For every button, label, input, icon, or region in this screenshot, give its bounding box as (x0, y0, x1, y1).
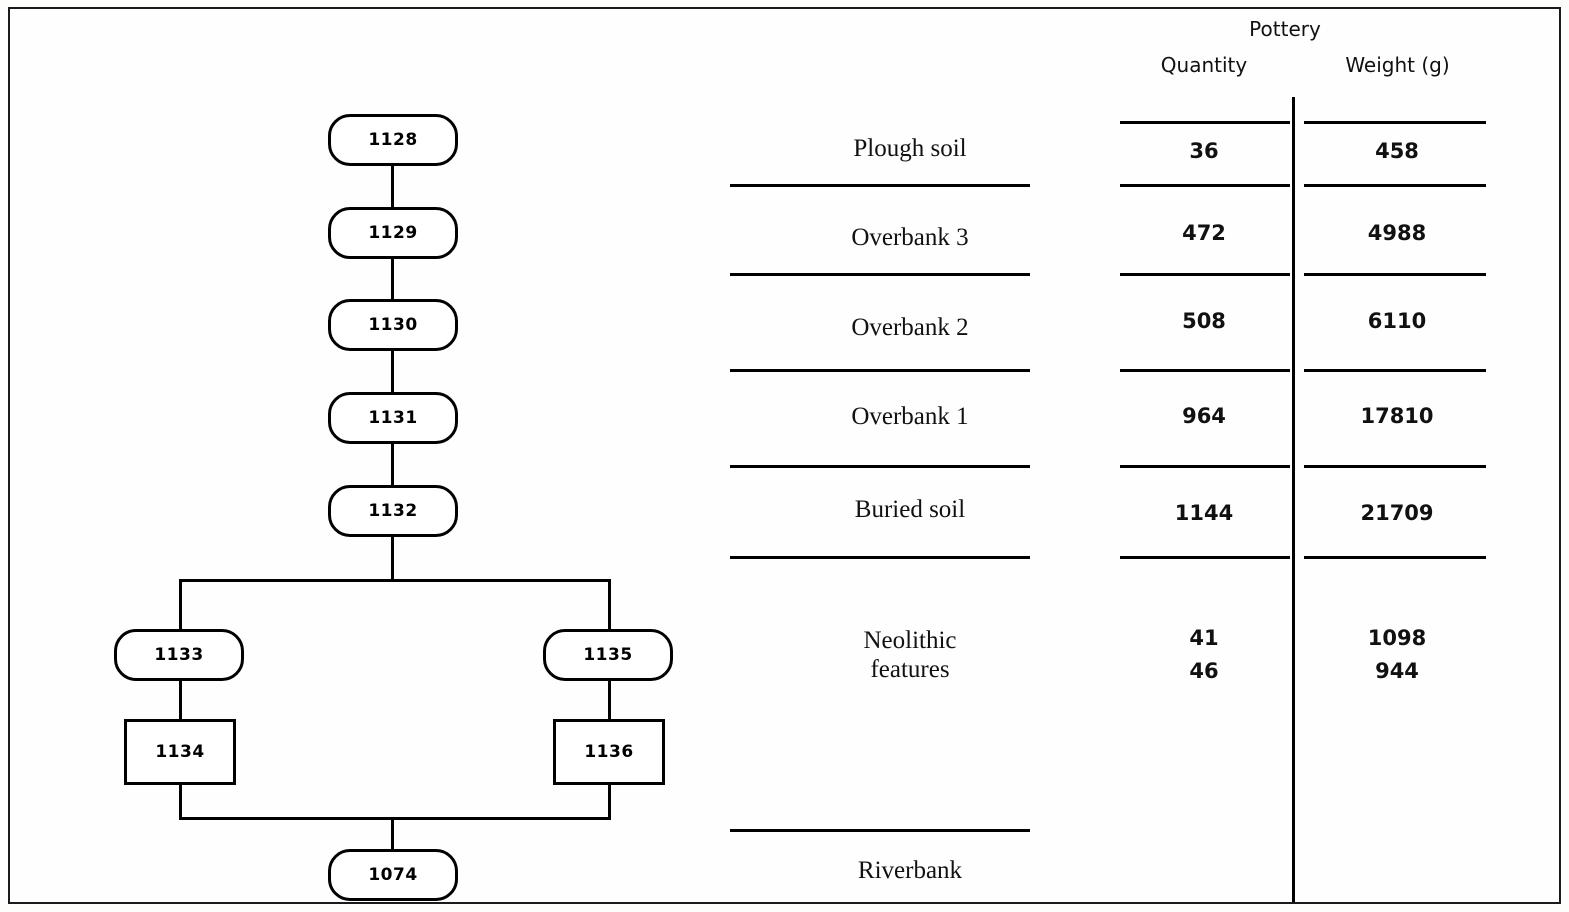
context-node-1133[interactable] (114, 629, 244, 681)
context-node-1129[interactable] (328, 207, 458, 259)
cell-quantity-5: 1144 (1174, 501, 1234, 525)
connector-1130-1131 (391, 349, 394, 397)
layer-label-line-1: Neolithic (863, 627, 957, 654)
layer-label-riverbank: Riverbank (857, 857, 963, 884)
context-node-label: 1132 (368, 501, 418, 521)
connector-1128-1129 (391, 164, 394, 212)
table-rule-w-2 (1304, 184, 1486, 187)
layer-label-column (710, 9, 1130, 906)
layer-rule-5 (730, 556, 1030, 559)
context-node-label: 1135 (583, 645, 633, 665)
table-rule-w-5 (1304, 465, 1486, 468)
cell-weight-4: 17810 (1360, 404, 1434, 428)
table-rule-q-4 (1120, 369, 1290, 372)
connector-1135-1136 (608, 679, 611, 721)
cell-quantity-7: 46 (1189, 659, 1219, 683)
layer-rule-3 (730, 369, 1030, 372)
column-header-weight: Weight (g) (1345, 53, 1450, 77)
table-rule-w-3 (1304, 273, 1486, 276)
layer-label-overbank-3: Overbank 3 (851, 224, 969, 251)
cell-weight-7: 944 (1375, 659, 1419, 683)
cell-quantity-4: 964 (1182, 404, 1226, 428)
branch-right-drop (608, 579, 611, 634)
table-rule-q-3 (1120, 273, 1290, 276)
branch-left-drop (179, 579, 182, 634)
layer-label-overbank-2: Overbank 2 (851, 314, 969, 341)
layer-rule-4 (730, 465, 1030, 468)
cell-quantity-2: 472 (1182, 221, 1226, 245)
layer-label-buried-soil: Buried soil (854, 496, 966, 523)
column-header-quantity: Quantity (1160, 53, 1248, 77)
layer-label-neolithic-features (710, 627, 1110, 685)
connector-1133-1134 (179, 679, 182, 721)
harris-matrix (10, 9, 740, 906)
table-rule-w-4 (1304, 369, 1486, 372)
connector-merge-1074 (391, 817, 394, 852)
table-rule-q-1 (1120, 121, 1290, 124)
cell-weight-5: 21709 (1360, 501, 1434, 525)
layer-label-plough-soil: Plough soil (853, 135, 967, 162)
connector-1131-1132 (391, 441, 394, 489)
context-node-1131[interactable] (328, 392, 458, 444)
table-rule-q-6 (1120, 556, 1290, 559)
cell-weight-3: 6110 (1367, 309, 1427, 333)
context-node-1074[interactable] (328, 849, 458, 901)
cell-weight-1: 458 (1375, 139, 1419, 163)
table-rule-q-5 (1120, 465, 1290, 468)
cell-weight-6: 1098 (1367, 626, 1427, 650)
table-vertical-divider (1292, 97, 1295, 902)
table-rule-w-6 (1304, 556, 1486, 559)
layer-rule-1 (730, 184, 1030, 187)
context-node-label: 1130 (368, 315, 418, 335)
context-node-label: 1074 (368, 865, 418, 885)
context-node-label: 1134 (155, 742, 205, 762)
context-node-label: 1133 (154, 645, 204, 665)
context-node-1134[interactable] (124, 719, 236, 785)
context-node-1135[interactable] (543, 629, 673, 681)
context-node-1128[interactable] (328, 114, 458, 166)
pottery-table (1120, 9, 1563, 906)
cell-quantity-6: 41 (1189, 626, 1219, 650)
layer-rule-6 (730, 829, 1030, 832)
context-node-1132[interactable] (328, 485, 458, 537)
cell-quantity-1: 36 (1189, 139, 1219, 163)
cell-quantity-3: 508 (1182, 309, 1226, 333)
context-node-label: 1128 (368, 130, 418, 150)
figure-frame (8, 7, 1561, 904)
connector-1129-1130 (391, 256, 394, 304)
table-rule-q-2 (1120, 184, 1290, 187)
merge-right-drop (608, 784, 611, 819)
connector-1132-branch (391, 534, 394, 579)
context-node-1136[interactable] (553, 719, 665, 785)
merge-bar-bottom (179, 817, 611, 820)
layer-label-overbank-1: Overbank 1 (851, 403, 969, 430)
context-node-label: 1131 (368, 408, 418, 428)
branch-bar-top (179, 579, 611, 582)
cell-weight-2: 4988 (1367, 221, 1427, 245)
layer-label-line-2: features (870, 655, 950, 683)
layer-rule-2 (730, 273, 1030, 276)
context-node-label: 1129 (368, 223, 418, 243)
context-node-label: 1136 (584, 742, 634, 762)
context-node-1130[interactable] (328, 299, 458, 351)
pottery-table-title: Pottery (1249, 17, 1321, 41)
merge-left-drop (179, 784, 182, 819)
table-rule-w-1 (1304, 121, 1486, 124)
